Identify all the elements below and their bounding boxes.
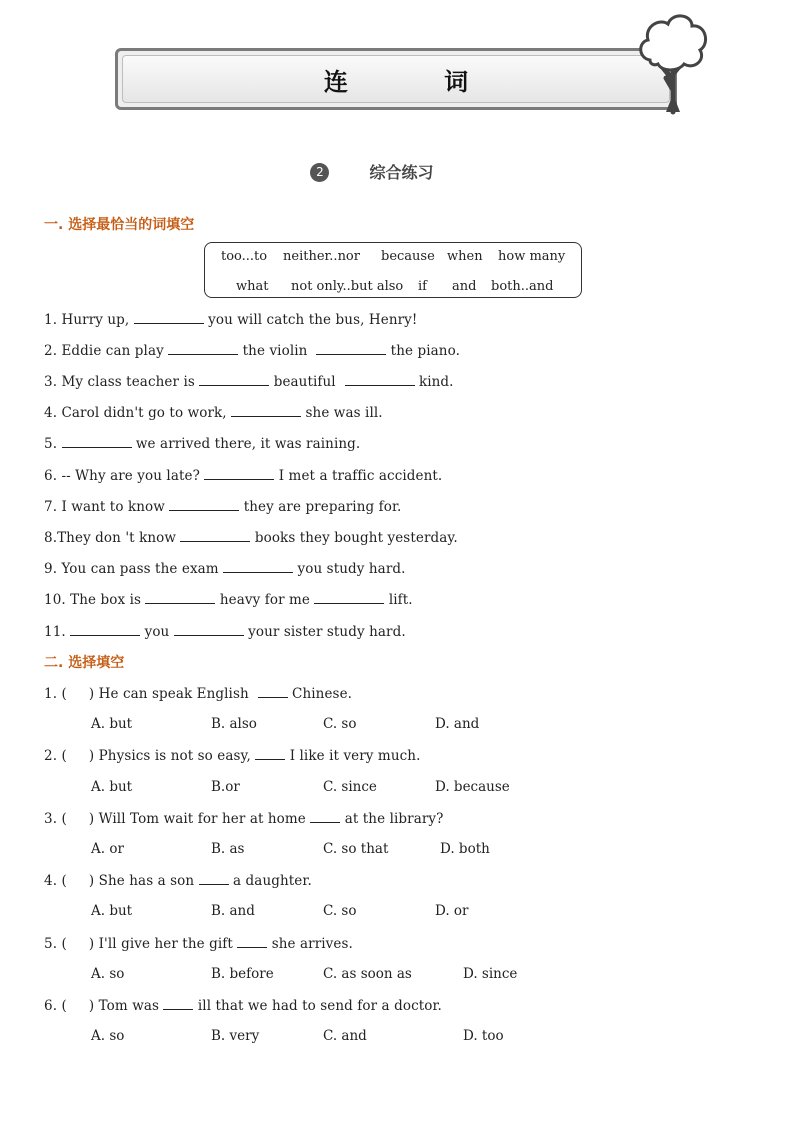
question-text: He can speak English <box>98 686 249 702</box>
answer-blank <box>163 997 193 1010</box>
question-text: I met a traffic accident. <box>278 468 443 484</box>
choice-question-5 <box>44 935 353 952</box>
question-number: ) <box>88 873 95 889</box>
question-number: 5. ( <box>44 936 67 952</box>
question-text: 8.They don 't know <box>44 530 177 546</box>
question-number: ) <box>88 998 95 1014</box>
word-option: too...to <box>221 249 268 264</box>
answer-blank <box>199 872 229 885</box>
word-box-row-1 <box>205 249 581 269</box>
question-number: 4. ( <box>44 873 67 889</box>
option-d[interactable]: D. since <box>463 966 518 982</box>
answer-blank[interactable] <box>168 342 238 355</box>
question-number: ) <box>88 686 95 702</box>
question-text: she arrives. <box>271 936 353 952</box>
question-text: 3. My class teacher is <box>44 374 195 390</box>
word-option: and <box>452 279 477 294</box>
answer-blank[interactable] <box>62 435 132 448</box>
option-b[interactable]: B.or <box>211 779 240 795</box>
option-d[interactable]: D. and <box>435 716 480 732</box>
option-c[interactable]: C. and <box>323 1028 367 1044</box>
option-a[interactable]: A. but <box>91 779 133 795</box>
question-text: kind. <box>418 374 454 390</box>
fill-question-9 <box>44 560 406 577</box>
answer-blank[interactable] <box>231 404 301 417</box>
question-text: books they bought yesterday. <box>254 530 458 546</box>
word-option: both..and <box>491 279 554 294</box>
fill-question-4 <box>44 404 383 421</box>
answer-blank[interactable] <box>145 591 215 604</box>
question-text: beautiful <box>273 374 336 390</box>
answer-blank <box>255 747 285 760</box>
option-c[interactable]: C. as soon as <box>323 966 412 982</box>
word-option: what <box>236 279 269 294</box>
question-text: a daughter. <box>233 873 312 889</box>
question-text: 6. -- Why are you late? <box>44 468 200 484</box>
word-option: not only..but also <box>291 279 404 294</box>
option-a[interactable]: A. but <box>91 903 133 919</box>
question-text: you will catch the bus, Henry! <box>208 312 418 328</box>
section-heading <box>0 160 794 183</box>
question-text: they are preparing for. <box>243 499 402 515</box>
title-banner-inner <box>122 55 670 103</box>
option-c[interactable]: C. since <box>323 779 377 795</box>
question-text: 4. Carol didn't go to work, <box>44 405 227 421</box>
word-option: when <box>447 249 483 264</box>
answer-blank[interactable] <box>169 498 239 511</box>
fill-question-6 <box>44 467 442 484</box>
question-text: Will Tom wait for her at home <box>98 811 306 827</box>
question-text: She has a son <box>98 873 195 889</box>
option-d[interactable]: D. or <box>435 903 469 919</box>
question-number: 2. ( <box>44 748 67 764</box>
question-text: we arrived there, it was raining. <box>135 436 361 452</box>
option-b[interactable]: B. also <box>211 716 257 732</box>
page-title: 连 词 <box>323 67 513 96</box>
question-text: heavy for me <box>219 592 311 608</box>
option-b[interactable]: B. very <box>211 1028 260 1044</box>
fill-question-11 <box>44 623 406 640</box>
part2-heading: 二. 选择填空 <box>44 655 125 671</box>
question-text: 1. Hurry up, <box>44 312 130 328</box>
question-text: Chinese. <box>292 686 353 702</box>
question-text: I like it very much. <box>289 748 421 764</box>
question-number: ) <box>88 936 95 952</box>
question-text: the piano. <box>390 343 460 359</box>
word-option: neither..nor <box>283 249 360 264</box>
question-text: Tom was <box>98 998 160 1014</box>
fill-question-3 <box>44 373 454 390</box>
answer-blank[interactable] <box>180 529 250 542</box>
section-label: 综合练习 <box>369 163 434 182</box>
answer-blank[interactable] <box>134 311 204 324</box>
question-text: you study hard. <box>297 561 406 577</box>
option-c[interactable]: C. so <box>323 716 357 732</box>
answer-blank <box>237 935 267 948</box>
tree-icon <box>636 8 710 116</box>
choice-question-4 <box>44 872 312 889</box>
option-c[interactable]: C. so that <box>323 841 389 857</box>
question-text: at the library? <box>344 811 444 827</box>
word-option: if <box>418 279 427 294</box>
option-a[interactable]: A. so <box>91 966 125 982</box>
choice-question-6 <box>44 997 442 1014</box>
answer-blank[interactable] <box>70 623 140 636</box>
fill-question-2 <box>44 342 460 359</box>
question-text: you <box>144 624 170 640</box>
question-text: 5. <box>44 436 58 452</box>
question-number: 1. ( <box>44 686 67 702</box>
fill-question-7 <box>44 498 401 515</box>
answer-blank[interactable] <box>316 342 386 355</box>
fill-question-1 <box>44 311 417 328</box>
choice-question-2 <box>44 747 420 764</box>
answer-blank[interactable] <box>223 560 293 573</box>
question-text: Physics is not so easy, <box>98 748 251 764</box>
option-a[interactable]: A. or <box>91 841 124 857</box>
word-box <box>204 242 582 298</box>
question-text: she was ill. <box>305 405 383 421</box>
question-number: ) <box>88 811 95 827</box>
word-option: how many <box>498 249 566 264</box>
choice-question-1 <box>44 685 352 702</box>
part1-heading: 一. 选择最恰当的词填空 <box>44 217 195 233</box>
question-text: lift. <box>388 592 413 608</box>
section-number-badge: 2 <box>310 163 329 182</box>
question-text: your sister study hard. <box>248 624 406 640</box>
option-c[interactable]: C. so <box>323 903 357 919</box>
word-box-row-2 <box>205 279 581 299</box>
word-option: because <box>381 249 435 264</box>
question-text: 7. I want to know <box>44 499 165 515</box>
answer-blank[interactable] <box>204 467 274 480</box>
question-text: 2. Eddie can play <box>44 343 164 359</box>
question-number: 3. ( <box>44 811 67 827</box>
option-b[interactable]: B. and <box>211 903 255 919</box>
option-a[interactable]: A. so <box>91 1028 125 1044</box>
title-banner <box>115 48 677 110</box>
question-text: the violin <box>242 343 308 359</box>
answer-blank[interactable] <box>199 373 269 386</box>
option-b[interactable]: B. before <box>211 966 274 982</box>
answer-blank[interactable] <box>345 373 415 386</box>
question-text: I'll give her the gift <box>98 936 233 952</box>
option-d[interactable]: D. too <box>463 1028 504 1044</box>
option-d[interactable]: D. because <box>435 779 510 795</box>
answer-blank <box>258 685 288 698</box>
option-a[interactable]: A. but <box>91 716 133 732</box>
option-d[interactable]: D. both <box>440 841 490 857</box>
answer-blank[interactable] <box>174 623 244 636</box>
option-b[interactable]: B. as <box>211 841 245 857</box>
question-number: ) <box>88 748 95 764</box>
question-text: 9. You can pass the exam <box>44 561 219 577</box>
answer-blank[interactable] <box>314 591 384 604</box>
fill-question-8 <box>44 529 458 546</box>
fill-question-10 <box>44 591 413 608</box>
choice-question-3 <box>44 810 443 827</box>
question-text: 10. The box is <box>44 592 142 608</box>
fill-question-5 <box>44 435 360 452</box>
question-text: 11. <box>44 624 66 640</box>
answer-blank <box>310 810 340 823</box>
question-text: ill that we had to send for a doctor. <box>197 998 442 1014</box>
question-number: 6. ( <box>44 998 67 1014</box>
